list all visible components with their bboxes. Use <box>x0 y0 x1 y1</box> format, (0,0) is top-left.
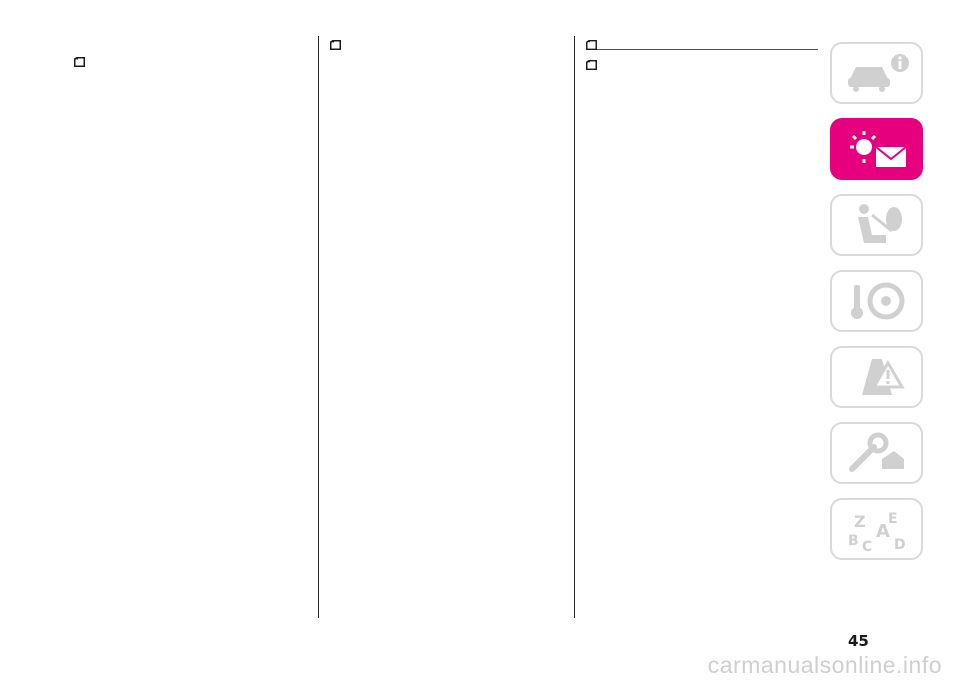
svg-text:D: D <box>893 537 906 553</box>
page-number: 45 <box>848 632 869 650</box>
checkbox-icon <box>586 40 597 50</box>
road-warning-car-icon <box>842 353 912 401</box>
column-divider <box>318 36 319 618</box>
checkbox-icon <box>74 57 85 67</box>
chapter-tab-wrench-car[interactable] <box>830 422 923 484</box>
svg-text:E: E <box>887 511 898 527</box>
column-1 <box>74 36 306 53</box>
chapter-tab-car-info[interactable] <box>830 42 923 104</box>
checkbox-icon <box>586 60 597 70</box>
chapter-tab-warning-light-envelope[interactable] <box>830 118 923 180</box>
svg-text:Z: Z <box>853 512 866 531</box>
seat-airbag-icon <box>842 201 912 249</box>
wrench-car-icon <box>842 429 912 477</box>
chapter-tab-road-warning-car[interactable] <box>830 346 923 408</box>
chapter-tab-multimedia[interactable] <box>830 498 923 560</box>
multimedia-icon <box>842 505 912 553</box>
watermark: carmanualsonline.info <box>707 652 942 678</box>
warning-light-envelope-icon <box>842 125 912 173</box>
car-info-icon <box>842 49 912 97</box>
column-3 <box>586 36 818 56</box>
checkbox-icon <box>330 40 341 50</box>
svg-text:A: A <box>875 521 890 542</box>
section-title <box>586 46 818 50</box>
svg-text:C: C <box>861 539 872 553</box>
chapter-tab-steering-wheel-key[interactable] <box>830 270 923 332</box>
chapter-tab-seat-airbag[interactable] <box>830 194 923 256</box>
paragraph <box>74 36 306 53</box>
steering-wheel-key-icon <box>842 277 912 325</box>
column-divider <box>574 36 575 618</box>
svg-text:B: B <box>847 533 859 549</box>
